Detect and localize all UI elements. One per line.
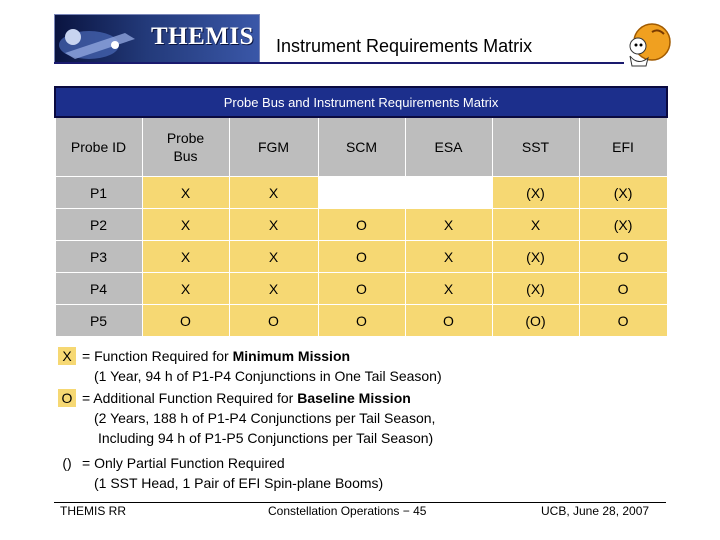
table-row [55, 241, 667, 273]
table-cell: X [492, 209, 579, 241]
table-cell: X [142, 177, 229, 209]
table-cell: X [229, 241, 318, 273]
column-header: SCM [318, 117, 405, 177]
table-cell: O [579, 273, 667, 305]
table-cell: O [405, 305, 492, 337]
column-header-row [55, 117, 667, 177]
table-cell: X [229, 209, 318, 241]
table-cell: O [579, 241, 667, 273]
table-cell: X [405, 273, 492, 305]
table-cell: X [229, 273, 318, 305]
table-row [55, 305, 667, 337]
footer-right: UCB, June 28, 2007 [541, 504, 650, 518]
footer-divider [54, 502, 666, 503]
requirements-matrix [54, 86, 668, 337]
legend-emphasis: Baseline Mission [297, 390, 411, 406]
table-row [55, 209, 667, 241]
legend-emphasis: Minimum Mission [232, 348, 351, 364]
title-divider [54, 62, 624, 64]
probe-id-cell: P5 [55, 305, 142, 337]
legend-text: = Only Partial Function Required [82, 455, 285, 471]
column-header: ESA [405, 117, 492, 177]
table-cell [405, 177, 492, 209]
column-header: SST [492, 117, 579, 177]
table-cell: (O) [492, 305, 579, 337]
table-cell: (X) [579, 177, 667, 209]
table-cell: O [318, 305, 405, 337]
legend-item-baseline [82, 388, 435, 448]
footer-center: Constellation Operations − 45 [268, 504, 427, 518]
legend-text: = Additional Function Required for [82, 390, 298, 406]
legend-detail: (1 Year, 94 h of P1-P4 Conjunctions in One Tail Season) [94, 368, 442, 384]
table-cell: X [142, 209, 229, 241]
logo-text: THEMIS [151, 23, 255, 50]
probe-id-cell: P4 [55, 273, 142, 305]
table-row [55, 177, 667, 209]
legend-detail: (1 SST Head, 1 Pair of EFI Spin-plane Booms) [94, 475, 384, 491]
probe-id-cell: P3 [55, 241, 142, 273]
footer-left: THEMIS RR [60, 504, 126, 518]
table-cell: O [318, 273, 405, 305]
table-cell: (X) [492, 273, 579, 305]
legend-symbol-o: O [58, 389, 76, 407]
table-row [55, 273, 667, 305]
table-cell [318, 177, 405, 209]
column-header: Probe ID [55, 117, 142, 177]
legend-detail: (2 Years, 188 h of P1-P4 Conjunctions per Tail Season, [94, 410, 436, 426]
table-cell: (X) [492, 177, 579, 209]
slide-title: Instrument Requirements Matrix [276, 36, 533, 56]
table-cell: O [318, 241, 405, 273]
probe-id-cell: P2 [55, 209, 142, 241]
legend-item-minimum [82, 346, 442, 386]
legend-item-partial [82, 453, 383, 493]
table-cell: (X) [492, 241, 579, 273]
table-cell: X [405, 241, 492, 273]
table-cell: O [318, 209, 405, 241]
legend-text: = Function Required for [82, 348, 233, 364]
column-header: Probe Bus [142, 117, 229, 177]
legend-symbol-x: X [58, 347, 76, 365]
table-cell: X [142, 241, 229, 273]
probe-id-cell: P1 [55, 177, 142, 209]
column-header: FGM [229, 117, 318, 177]
table-cell: O [142, 305, 229, 337]
table-cell: (X) [579, 209, 667, 241]
table-cell: O [579, 305, 667, 337]
table-cell: O [229, 305, 318, 337]
table-cell: X [229, 177, 318, 209]
legend-detail: Including 94 h of P1-P5 Conjunctions per Tail Season) [98, 430, 434, 446]
column-header: EFI [579, 117, 667, 177]
table-cell: X [142, 273, 229, 305]
table-cell: X [405, 209, 492, 241]
legend-symbol-parens: () [62, 455, 72, 471]
mascot-icon [622, 20, 672, 68]
themis-logo [54, 14, 260, 64]
matrix-caption: Probe Bus and Instrument Requirements Matrix [55, 87, 667, 117]
